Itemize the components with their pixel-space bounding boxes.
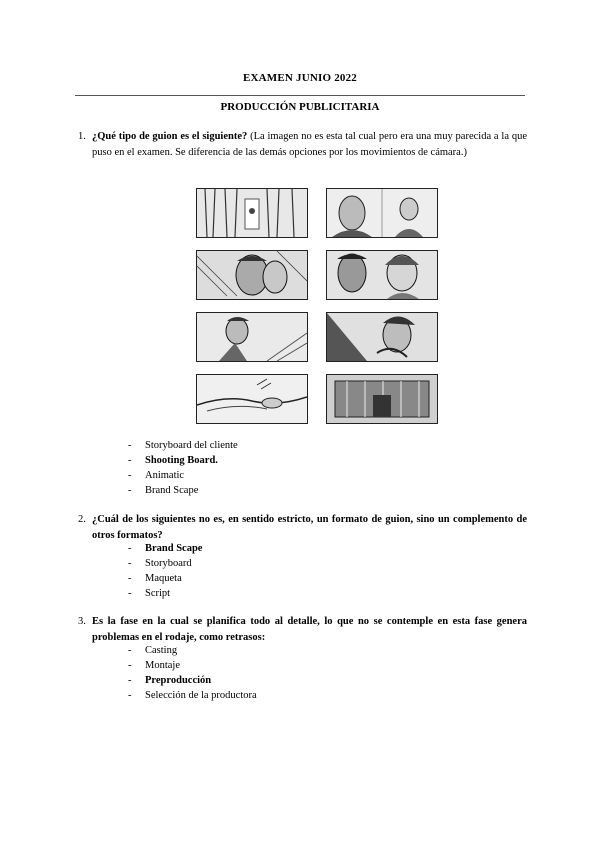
- storyboard-panel: [326, 250, 438, 300]
- question-number: 3.: [78, 616, 86, 627]
- question-prompt-note: (La imagen no es esta tal cual pero era una muy parecida a la que puso en el examen. Se diferencia de las demás opciones por los movimientos de cámara.): [92, 131, 527, 158]
- question-2: [78, 512, 527, 544]
- question-3: [78, 614, 527, 646]
- option-label: Montaje: [145, 660, 180, 671]
- question-text: [92, 614, 527, 646]
- question-prompt-bold: Es la fase en la cual se planifica todo al detalle, lo que no se contemple en esta fase genera problemas en el rodaje, como retrasos:: [92, 616, 527, 643]
- storyboard-panel: [326, 374, 438, 424]
- option-label: Script: [145, 588, 171, 599]
- storyboard-panel: [326, 312, 438, 362]
- exam-page: EXAMEN JUNIO 2022 PRODUCCIÓN PUBLICITARIA 1. ¿Qué tipo de guion es el siguiente? (La imagen no es esta tal cual pero era una muy parecida a la que puso en el examen. Se diferencia de las demás opciones por los movimientos de cámara.) - Storyboard del cliente - Shooting Board. - Animatic - Brand Scape 2. ¿Cuál de los siguientes no es, en sentido estricto, un formato de guion, sino un complemento de otros formatos? - Brand Scape - Storyboard - Maqueta - Script 3. Es la fase en la cual se planifica todo al detalle, lo que no se contemple en esta fase genera problemas en el rodaje, como retrasos: - Casting - Montaje - Preproducción - Selección de la productora: [0, 0, 600, 848]
- document-subtitle: PRODUCCIÓN PUBLICITARIA: [220, 101, 380, 113]
- option-label: Storyboard: [145, 558, 192, 569]
- option-label: Brand Scape: [145, 485, 199, 496]
- storyboard-panel: [196, 188, 308, 238]
- question-prompt-bold: ¿Cuál de los siguientes no es, en sentido estricto, un formato de guion, sino un complemento de otros formatos?: [92, 514, 527, 541]
- document-title: EXAMEN JUNIO 2022: [242, 72, 357, 84]
- option-label: Casting: [145, 645, 178, 656]
- storyboard-image: [196, 188, 438, 424]
- option-label: Animatic: [145, 470, 185, 481]
- question-text: [92, 129, 527, 161]
- storyboard-panel: [196, 312, 308, 362]
- option-label: Selección de la productora: [145, 690, 257, 701]
- option-label: Storyboard del cliente: [145, 440, 238, 451]
- storyboard-panel: [326, 188, 438, 238]
- storyboard-panel: [196, 250, 308, 300]
- question-number: 1.: [78, 131, 86, 142]
- option-label: Brand Scape: [145, 543, 203, 554]
- title-divider: [75, 95, 525, 96]
- question-prompt-bold: ¿Qué tipo de guion es el siguiente?: [92, 131, 248, 142]
- storyboard-panel: [196, 374, 308, 424]
- question-text: [92, 512, 527, 544]
- question-number: 2.: [78, 514, 86, 525]
- option-label: Maqueta: [145, 573, 182, 584]
- option-label: Shooting Board.: [145, 455, 218, 466]
- question-1: [78, 129, 527, 161]
- option-label: Preproducción: [145, 675, 212, 686]
